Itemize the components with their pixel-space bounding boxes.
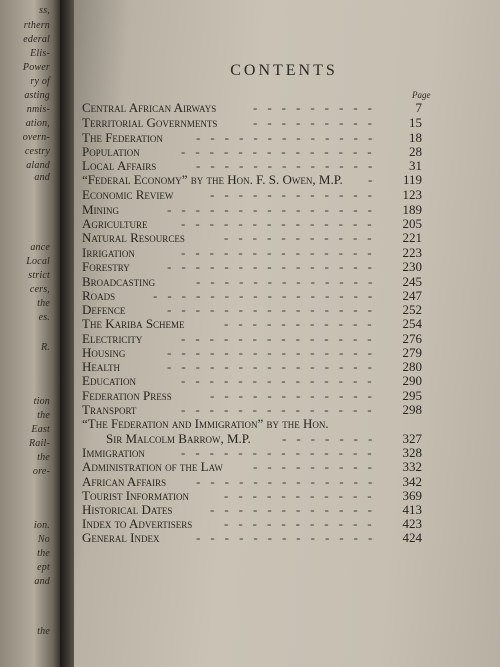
toc-leader-dashes: ------------: [210, 502, 382, 517]
toc-entry-title: Defence: [82, 302, 126, 317]
facing-page-text-fragment: the: [37, 452, 50, 463]
toc-entry: [82, 230, 422, 245]
toc-page-number: 280: [402, 359, 422, 374]
toc-page-number: 18: [409, 130, 422, 145]
facing-page-text-fragment: the: [37, 298, 50, 309]
toc-entry-title: Historical Dates: [82, 502, 173, 517]
facing-page-text-fragment: ance: [30, 242, 50, 253]
toc-page-number: 328: [402, 445, 422, 460]
facing-page-text-fragment: asting: [24, 90, 50, 101]
toc-leader-dashes: -----------: [224, 230, 382, 245]
toc-page-number: 15: [409, 115, 422, 130]
facing-page: [0, 0, 62, 667]
toc-page-number: 230: [402, 259, 422, 274]
toc-entry: [82, 130, 422, 145]
facing-page-text-fragment: ederal: [23, 34, 50, 45]
toc-entry: [82, 416, 422, 431]
toc-page-number: 245: [402, 274, 422, 289]
toc-entry-title: Federation Press: [82, 388, 172, 403]
toc-entry-title: Housing: [82, 345, 126, 360]
toc-entry-title: Transport: [82, 402, 137, 417]
toc-page-number: 119: [402, 172, 422, 187]
toc-entry-title: Immigration: [82, 445, 145, 460]
toc-entry-title: Health: [82, 359, 121, 374]
toc-page-number: 223: [402, 245, 422, 260]
toc-leader-dashes: -----------: [224, 488, 382, 503]
facing-page-text-fragment: cestry: [24, 146, 50, 157]
toc-leader-dashes: --------------: [181, 373, 382, 388]
toc-page-number: 252: [402, 302, 422, 317]
toc-entry: [82, 431, 422, 446]
toc-entry: [82, 402, 422, 417]
contents-page: [74, 0, 500, 667]
toc-entry: [82, 474, 422, 489]
toc-entry: [82, 502, 422, 517]
toc-leader-dashes: ------------: [210, 187, 382, 202]
toc-entry-title: Population: [82, 144, 140, 159]
toc-page-number: 28: [409, 144, 422, 159]
toc-leader-dashes: --------------: [181, 245, 382, 260]
toc-entry: [82, 288, 422, 303]
toc-entry-title: The Federation: [82, 130, 163, 145]
toc-page-number: 7: [415, 100, 422, 115]
toc-entry: [82, 259, 422, 274]
toc-page-number: 342: [402, 474, 422, 489]
toc-page-number: 369: [402, 488, 422, 503]
toc-entry: [82, 373, 422, 388]
toc-leader-dashes: ---------: [253, 459, 382, 474]
toc-entry-title: Agriculture: [82, 216, 148, 231]
toc-entry-title: Economic Review: [82, 187, 174, 202]
facing-page-text-fragment: es.: [38, 312, 50, 323]
facing-page-text-fragment: and: [34, 576, 50, 587]
facing-page-text-fragment: East: [31, 424, 50, 435]
toc-entry: [82, 488, 422, 503]
toc-leader-dashes: ---------------: [167, 359, 382, 374]
facing-page-text-fragment: Elis-: [30, 48, 50, 59]
toc-entry: [82, 445, 422, 460]
facing-page-text-fragment: ept: [37, 562, 50, 573]
facing-page-text-fragment: Local: [26, 256, 50, 267]
toc-leader-dashes: -: [368, 172, 383, 187]
toc-leader-dashes: ---------: [253, 100, 382, 115]
toc-entry-title: “The Federation and Immigration” by the Hon.: [82, 416, 329, 431]
toc-entry: [82, 359, 422, 374]
toc-page-number: 276: [402, 331, 422, 346]
toc-page-number: 295: [402, 388, 422, 403]
toc-leader-dashes: --------------: [181, 331, 382, 346]
toc-leader-dashes: -------------: [196, 474, 383, 489]
toc-entry: [82, 158, 422, 173]
toc-entry: [82, 216, 422, 231]
facing-page-text-fragment: ion.: [33, 520, 50, 531]
facing-page-text-fragment: aland: [26, 160, 50, 171]
toc-page-number: 31: [409, 158, 422, 173]
toc-entry-title: Local Affairs: [82, 158, 157, 173]
toc-leader-dashes: ---------------: [167, 259, 382, 274]
toc-page-number: 221: [402, 230, 422, 245]
toc-entry-title: Broadcasting: [82, 274, 156, 289]
toc-entry: [82, 100, 422, 115]
toc-entry: [82, 274, 422, 289]
facing-page-text-fragment: the: [37, 548, 50, 559]
facing-page-text-fragment: R.: [40, 342, 50, 353]
toc-leader-dashes: -------------: [196, 158, 383, 173]
facing-page-text-fragment: tion: [33, 396, 50, 407]
toc-entry-title: Irrigation: [82, 245, 135, 260]
toc-entry: [82, 530, 422, 545]
toc-leader-dashes: ---------------: [167, 302, 382, 317]
toc-page-number: 205: [402, 216, 422, 231]
toc-leader-dashes: --------------: [181, 216, 382, 231]
facing-page-text-fragment: ry of: [30, 76, 50, 87]
toc-entry-title: Education: [82, 373, 136, 388]
toc-page-number: 189: [402, 202, 422, 217]
toc-leader-dashes: ------------: [210, 388, 382, 403]
facing-page-text-fragment: nmis-: [26, 104, 50, 115]
toc-entry-title: Natural Resources: [82, 230, 185, 245]
toc-leader-dashes: --------------: [181, 144, 382, 159]
toc-entry-title: Roads: [82, 288, 116, 303]
toc-leader-dashes: -------------: [196, 274, 383, 289]
toc-entry-title: African Affairs: [82, 474, 167, 489]
toc-entry-title: “Federal Economy” by the Hon. F. S. Owen, M.P.: [82, 172, 343, 187]
toc-entry-title: Mining: [82, 202, 120, 217]
facing-page-text-fragment: the: [37, 626, 50, 637]
facing-page-text-fragment: the: [37, 410, 50, 421]
facing-page-text-fragment: ore-: [32, 466, 50, 477]
toc-entry: [82, 459, 422, 474]
facing-page-text-fragment: and: [34, 172, 50, 183]
toc-page-number: 254: [402, 316, 422, 331]
toc-page-number: 123: [402, 187, 422, 202]
toc-page-number: 247: [402, 288, 422, 303]
toc-page-number: 332: [402, 459, 422, 474]
toc-leader-dashes: -----------: [224, 516, 382, 531]
toc-leader-dashes: ---------------: [167, 345, 382, 360]
toc-page-number: 413: [402, 502, 422, 517]
toc-page-number: 290: [402, 373, 422, 388]
toc-entry-title: Index to Advertisers: [82, 516, 193, 531]
toc-leader-dashes: ---------: [253, 115, 382, 130]
toc-page-number: 298: [402, 402, 422, 417]
toc-page-number: 424: [402, 530, 422, 545]
toc-entry: [82, 245, 422, 260]
toc-entry: [82, 388, 422, 403]
page-column-label: Page: [412, 90, 431, 100]
toc-entry: [82, 516, 422, 531]
toc-entry: [82, 331, 422, 346]
toc-page-number: 423: [402, 516, 422, 531]
facing-page-text-fragment: cers,: [29, 284, 50, 295]
toc-leader-dashes: -----------: [224, 316, 382, 331]
facing-page-text-fragment: overn-: [22, 132, 50, 143]
toc-leader-dashes: -------: [282, 431, 383, 446]
toc-leader-dashes: --------------: [181, 402, 382, 417]
toc-entry-title: Forestry: [82, 259, 130, 274]
toc-entry-title: Tourist Information: [82, 488, 190, 503]
toc-entry: [82, 172, 422, 187]
toc-entry-title: Territorial Governments: [82, 115, 218, 130]
toc-entry-title: Electricity: [82, 331, 143, 346]
toc-entry-title: General Index: [82, 530, 160, 545]
toc-leader-dashes: -------------: [196, 530, 383, 545]
toc-entry: [82, 144, 422, 159]
toc-leader-dashes: -------------: [196, 130, 383, 145]
toc-entry: [82, 187, 422, 202]
toc-entry: [82, 115, 422, 130]
facing-page-text-fragment: Power: [22, 62, 50, 73]
toc-leader-dashes: --------------: [181, 445, 382, 460]
toc-leader-dashes: ----------------: [153, 288, 383, 303]
toc-page-number: 279: [402, 345, 422, 360]
toc-leader-dashes: ---------------: [167, 202, 382, 217]
facing-page-text-fragment: ss,: [39, 5, 50, 16]
toc-page-number: 327: [402, 431, 422, 446]
toc-entry-title: Central African Airways: [82, 100, 217, 115]
facing-page-text-fragment: rthern: [23, 20, 50, 31]
toc-entry-title: Administration of the Law: [82, 459, 223, 474]
facing-page-text-fragment: strict: [28, 270, 50, 281]
toc-entry: [82, 316, 422, 331]
page-title: CONTENTS: [230, 62, 338, 79]
facing-page-text-fragment: Rail-: [29, 438, 50, 449]
toc-entry-title: Sir Malcolm Barrow, M.P.: [106, 431, 251, 446]
toc-entry: [82, 202, 422, 217]
toc-entry: [82, 302, 422, 317]
facing-page-text-fragment: ation,: [25, 118, 50, 129]
facing-page-text-fragment: No: [37, 534, 50, 545]
toc-entry: [82, 345, 422, 360]
toc-entry-title: The Kariba Scheme: [82, 316, 185, 331]
